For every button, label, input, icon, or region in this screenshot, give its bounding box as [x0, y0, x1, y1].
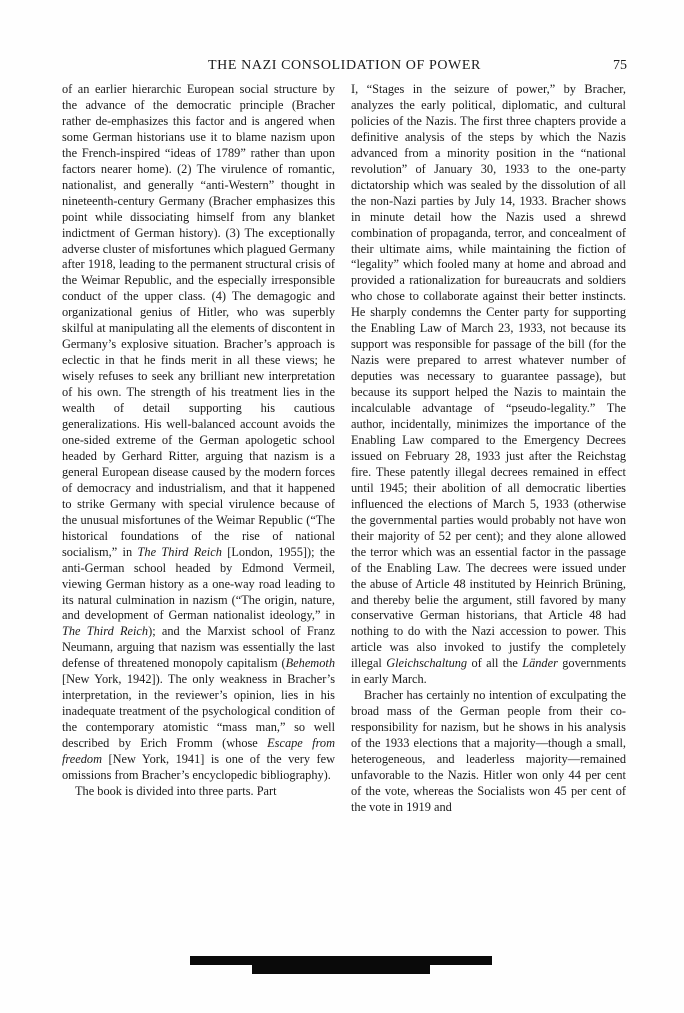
text-run: governments in early March. — [351, 656, 627, 687]
right-column — [351, 82, 626, 816]
running-header — [62, 58, 627, 76]
text-run: [New York, 1941] is one of the very few omissions from Bracher’s encyclopedic bibliography). — [62, 752, 335, 782]
left-column — [62, 82, 335, 800]
book-title: The Third Reich — [137, 544, 222, 559]
page-title: THE NAZI CONSOLIDATION OF POWER — [208, 58, 481, 73]
text-run: of all the — [467, 656, 523, 671]
text-run: of an earlier hierarchic European social structure by the advance of the democratic principle (Bracher rather de-emphasizes this factor and is angered when some German historians use it to blame nazism upon the French-inspired “ideas of 1789” rather than upon factors nearer home). (2) The virulence of romantic, nationalist, and generally “anti-Western” thought in nineteenth-century Germany (Bracher emphasizes this point while dissociating himself from any blanket indictment of German history). (3) The exceptionally adverse cluster of misfortunes which plagued Germany after 1918, leading to the permanent structural crisis of the Weimar Republic, and the especially irresponsible conduct of the upper class. (4) The demagogic and organizational genius of Hitler, who was superbly skilful at manipulating all the elements of discontent in Germany’s explosive situation. Bracher’s approach is eclectic in that he finds merit in all these views; he wisely refuses to seek any brilliant new interpretation of his own. The strength of his treatment lies in the wealth of detail supporting his cautious generalizations. His well-balanced account avoids the one-sided extreme of the German apologetic school headed by Gerhard Ritter, arguing that nazism is a general European disease caused by the modern forces of democracy and industrialism, and that it happened to strike Germany with special virulence because of the unusual misfortunes of the Weimar Republic (“The historical foundations of the rise of national socialism,” in — [62, 82, 335, 559]
foreign-term: Gleichschaltung — [386, 656, 468, 671]
left-paragraph-2: The book is divided into three parts. Part — [75, 783, 277, 798]
book-title: Escape from freedom — [62, 736, 335, 767]
page-number: 75 — [613, 58, 627, 73]
left-paragraph-1 — [62, 82, 335, 784]
text-run: I, “Stages in the seizure of power,” by Bracher, analyzes the early political, diplomatic, and cultural policies of the Nazis. The first three chapters provide a definitive analysis of the steps by which the Nazis advanced from a minority position in the “national revolution” of January 30, 1933 to the one-party dictatorship which was sealed by the dissolution of all the non-Nazi parties by July 14, 1933. Bracher shows in minute detail how the Nazis used a shrewd combination of propaganda, terror, and concealment of their ultimate aims, while maintaining the fiction of “legality” which fooled many at home and abroad and provided a rationalization for bureaucrats and soldiers who chose to collaborate against their better instincts. He sharply condemns the Center party for supporting the Enabling Law of March 23, 1933, not because its support was responsible for passage of the bill (for the Nazis were prepared to arrest whatever number of deputies was necessary to guarantee passage), but because its support helped the Nazis to maintain the incalculable advantage of “pseudo-legality.” The author, incidentally, minimizes the importance of the Enabling Law compared to the Emergency Decrees issued on February 28, 1933 just after the Reichstag fire. These patently illegal decrees remained in effect until 1945; their abolition of all democratic liberties influenced the elections of March 5, 1933 (otherwise the governmental parties would probably not have won their majority of 52 per cent); and they alone allowed the terror which was an essential factor in the passage of the Enabling Law. The decrees were issued under the abuse of Article 48 instituted by Heinrich Brüning, and thereby belie the argument, still favored by many conservative German historians, that Article 48 had nothing to do with the Nazi accession to power. This article was also invoked to justify the completely illegal — [351, 82, 626, 671]
text-run: [New York, 1942]). The only weakness in Bracher’s interpretation, in the reviewer’s opinion, lies in his inadequate treatment of the psychological condition of the contemporary atomistic “mass man,” so well described by Erich Fromm (whose — [62, 672, 335, 751]
redaction-bar-bottom — [252, 965, 430, 974]
text-run: [London, 1955]); the anti-German school headed by Edmond Vermeil, viewing German history as a one-way road leading to its natural culmination in nazism (“The origin, nature, and development of German nationalist ideology,” in — [62, 544, 335, 623]
right-paragraph-2: Bracher has certainly no intention of exculpating the broad mass of the German people from their co-responsibility for nazism, but he shows in his analysis of the 1933 elections that a majority—though a small, heterogeneous, and leaderless majority—remained unfavorable to the Nazis. Hitler won only 44 per cent of the vote, whereas the Socialists won 45 per cent of the vote in 1919 and — [351, 688, 626, 814]
book-title: Behemoth — [285, 656, 335, 671]
right-paragraph-1 — [351, 82, 626, 688]
foreign-term: Länder — [522, 656, 558, 671]
book-title: The Third Reich — [62, 624, 149, 639]
text-run: ); and the Marxist school of Franz Neumann, arguing that nazism was essentially the last defense of threatened monopoly capitalism ( — [62, 624, 335, 671]
redaction-bar-top — [190, 956, 492, 965]
